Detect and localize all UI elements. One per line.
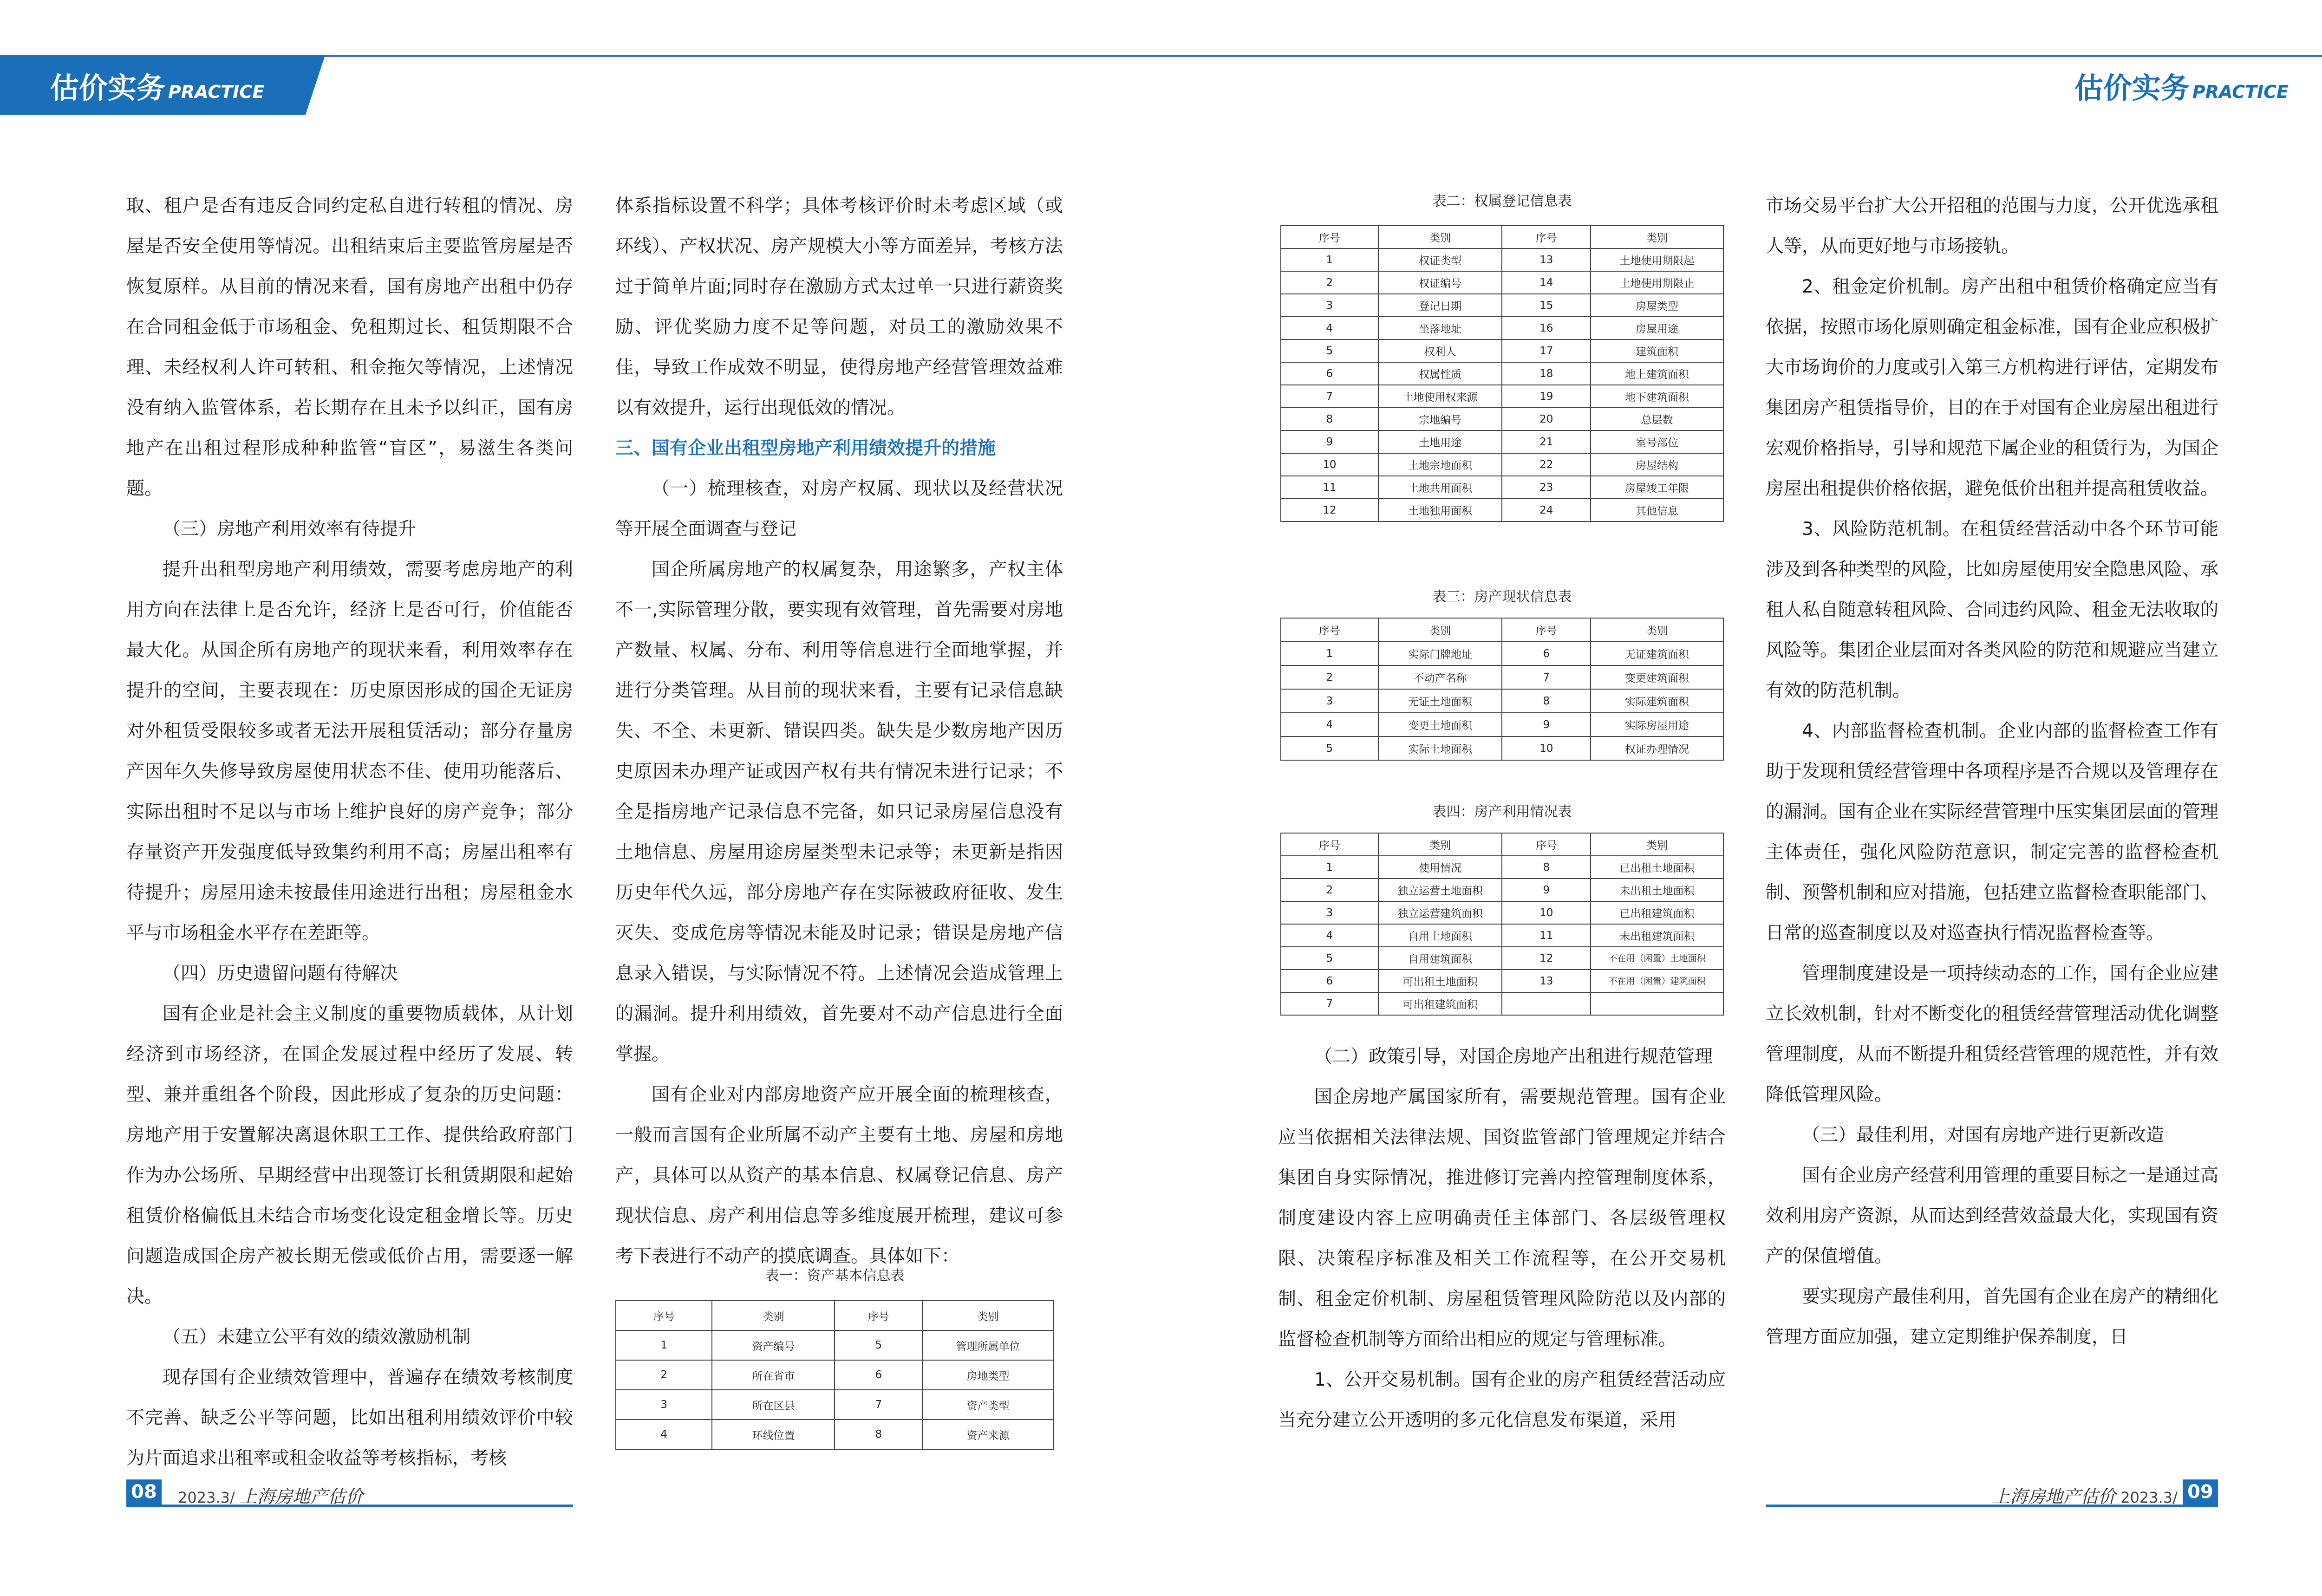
paragraph: 2、租金定价机制。房产出租中租赁价格确定应当有依据，按照市场化原则确定租金标准，国有企业应积极扩大市场询价的力度或引入第三方机构进行评估，定期发布集团房产租赁指导价，目的在于对国有企业房屋出租进行宏观价格指导，引导和规范下属企业的租赁行为，为国企房屋出租提供价格依据，避免低价出租并提高租赁收益。: [1766, 276, 2219, 499]
paragraph: 国企所属房地产的权属复杂，用途繁多，产权主体不一,实际管理分散，要实现有效管理，首先需要对房地产数量、权属、分布、利用等信息进行全面地掌握，并进行分类管理。从目前的现状来看，主要有记录信息缺失、不全、未更新、错误四类。缺失是少数房地产因历史原因未办理产证或因产权有共有情况未进行记录；不全是指房地产记录信息不完备，如只记录房屋信息没有土地信息、房屋用途房屋类型未记录等；未更新是指因历史年代久远，部分房地产存在实际被政府征收、发生灭失、变成危房等情况未能及时记录；错误是房地产信息录入错误，与实际情况不符。上述情况会造成管理上的漏洞。提升利用绩效，首先要对不动产信息进行全面掌握。: [615, 559, 1063, 1065]
table-cell: 15: [1502, 294, 1591, 317]
table-4-caption: 表四：房产利用情况表: [1432, 804, 1572, 820]
table-header-row: [1281, 226, 1723, 248]
table-row: [616, 1330, 1054, 1360]
table-header-cell: 类别: [1591, 618, 1723, 642]
subsection-heading: （三）最佳利用，对国有房地产进行更新改造: [1802, 1125, 2165, 1146]
table-cell: 总层数: [1591, 408, 1723, 430]
table-cell: 14: [1502, 271, 1591, 294]
table-cell: 地下建筑面积: [1591, 385, 1723, 408]
table-cell: 权证办理情况: [1591, 736, 1723, 760]
table-cell: 不动产名称: [1378, 665, 1502, 689]
table-cell: 土地使用期限起: [1591, 248, 1723, 271]
table-cell: 资产编号: [712, 1330, 835, 1360]
table-row: [1281, 339, 1723, 362]
table-2-ownership-info: [1280, 225, 1724, 522]
paragraph: 要实现房产最佳利用，首先国有企业在房产的精细化管理方面应加强，建立定期维护保养制度，日: [1766, 1286, 2219, 1348]
table-cell: 6: [835, 1360, 922, 1390]
table-cell: 13: [1502, 970, 1591, 992]
subsection-heading: （一）梳理核查，对房产权属、现状以及经营状况等开展全面调查与登记: [615, 478, 1063, 540]
table-cell: 16: [1502, 317, 1591, 339]
paragraph: 4、内部监督检查机制。企业内部的监督检查工作有助于发现租赁经营管理中各项程序是否合规以及管理存在的漏洞。国有企业在实际经营管理中压实集团层面的管理主体责任，强化风险防范意识，制定完善的监督检查机制、预警机制和应对措施，包括建立监督检查职能部门、日常的巡查制度以及对巡查执行情况监督检查等。: [1766, 721, 2219, 944]
section-title-right: 估价实务 PRACTICE: [2074, 71, 2289, 105]
table-cell: 地上建筑面积: [1591, 362, 1723, 385]
table-1-caption: 表一：资产基本信息表: [765, 1268, 905, 1284]
header-rule: [0, 55, 2322, 57]
table-cell: 无证建筑面积: [1591, 642, 1723, 665]
table-cell: 7: [1281, 385, 1378, 408]
table-cell: 7: [1502, 665, 1591, 689]
table-cell: 5: [835, 1330, 922, 1360]
paragraph: 国有企业是社会主义制度的重要物质载体，从计划经济到市场经济，在国企发展过程中经历了发展、转型、兼并重组各个阶段，因此形成了复杂的历史问题：房地产用于安置解决离退休职工工作、提供给政府部门作为办公场所、早期经营中出现签订长租赁期限和起始租赁价格偏低且未结合市场变化设定租金增长等。历史问题造成国企房产被长期无偿或低价占用，需要逐一解决。: [126, 1003, 573, 1307]
table-cell: 实际建筑面积: [1591, 689, 1723, 713]
table-cell: 5: [1281, 947, 1378, 970]
table-3-status-info: [1280, 618, 1724, 761]
table-cell: 土地宗地面积: [1378, 453, 1502, 476]
table-cell: 23: [1502, 476, 1591, 499]
table-cell: 7: [1281, 992, 1378, 1015]
table-row: [1281, 430, 1723, 453]
table-header-cell: 类别: [1378, 618, 1502, 642]
table-cell: 4: [1281, 713, 1378, 736]
table-row: [1281, 317, 1723, 339]
table-row: [1281, 294, 1723, 317]
table-cell: [1502, 992, 1591, 1015]
table-row: [1281, 879, 1723, 901]
table-cell: 管理所属单位: [922, 1330, 1054, 1360]
table-cell: 实际房屋用途: [1591, 713, 1723, 736]
paragraph: 现存国有企业绩效管理中，普遍存在绩效考核制度不完善、缺乏公平等问题，比如出租利用绩效评价中较为片面追求出租率或租金收益等考核指标，考核: [126, 1367, 573, 1469]
table-header-cell: 类别: [922, 1301, 1054, 1330]
table-cell: 室号部位: [1591, 430, 1723, 453]
table-cell: 变更建筑面积: [1591, 665, 1723, 689]
table-cell: 2: [616, 1360, 712, 1390]
table-cell: 9: [1502, 713, 1591, 736]
subsection-heading: （三）房地产利用效率有待提升: [163, 519, 417, 540]
table-cell: 所在区县: [712, 1390, 835, 1420]
table-row: [1281, 947, 1723, 970]
table-cell: 12: [1281, 499, 1378, 521]
table-cell: 独立运营土地面积: [1378, 879, 1502, 901]
table-cell: 房屋竣工年限: [1591, 476, 1723, 499]
table-header-cell: 序号: [1281, 226, 1378, 248]
subsection-heading: （二）政策引导，对国企房地产出租进行规范管理: [1314, 1046, 1713, 1067]
table-cell: 土地使用权来源: [1378, 385, 1502, 408]
table-header-cell: 序号: [1502, 226, 1591, 248]
table-cell: 5: [1281, 736, 1378, 760]
section-title-left: 估价实务 PRACTICE: [50, 71, 265, 105]
table-cell: 8: [1502, 689, 1591, 713]
paragraph: 国有企业对内部房地资产应开展全面的梳理核查，一般而言国有企业所属不动产主要有土地、房屋和房地产，具体可以从资产的基本信息、权属登记信息、房产现状信息、房产利用信息等多维度展开梳理，建议可参考下表进行不动产的摸底调查。具体如下：: [615, 1084, 1063, 1267]
table-cell: 已出租建筑面积: [1591, 901, 1723, 924]
table-cell: 10: [1502, 901, 1591, 924]
text-column-1: [126, 186, 573, 1479]
paragraph: 提升出租型房地产利用绩效，需要考虑房地产的利用方向在法律上是否允许，经济上是否可行，价值能否最大化。从国企所有房地产的现状来看，利用效率存在提升的空间，主要表现在：历史原因形成的国企无证房对外租赁受限较多或者无法开展租赁活动；部分存量房产因年久失修导致房屋使用状态不佳、使用功能落后、实际出租时不足以与市场上维护良好的房产竞争；部分存量资产开发强度低导致集约利用不高；房屋出租率有待提升；房屋用途未按最佳用途进行出租；房屋租金水平与市场租金水平存在差距等。: [126, 559, 573, 944]
table-cell: 土地使用期限止: [1591, 271, 1723, 294]
table-row: [1281, 476, 1723, 499]
paragraph: 取、租户是否有违反合同约定私自进行转租的情况、房屋是否安全使用等情况。出租结束后主要监管房屋是否恢复原样。从目前的情况来看，国有房地产出租中仍存在合同租金低于市场租金、免租期过长、租赁期限不合理、未经权利人许可转租、租金拖欠等情况，上述情况没有纳入监管体系，若长期存在且未予以纠正，国有房地产在出租过程形成种种监管“盲区”，易滋生各类问题。: [126, 195, 573, 499]
table-cell: 21: [1502, 430, 1591, 453]
table-row: [1281, 385, 1723, 408]
table-row: [1281, 248, 1723, 271]
table-cell: 房屋结构: [1591, 453, 1723, 476]
table-header-cell: 序号: [616, 1301, 712, 1330]
text-column-2: [615, 186, 1063, 1277]
table-cell: 已出租土地面积: [1591, 856, 1723, 879]
table-cell: 1: [616, 1330, 712, 1360]
table-row: [1281, 499, 1723, 521]
table-cell: 10: [1281, 453, 1378, 476]
table-cell: [1591, 992, 1723, 1015]
table-header-cell: 类别: [1591, 226, 1723, 248]
table-cell: 土地用途: [1378, 430, 1502, 453]
table-cell: 6: [1502, 642, 1591, 665]
table-cell: 9: [1281, 430, 1378, 453]
table-cell: 4: [616, 1420, 712, 1449]
table-cell: 未出租土地面积: [1591, 879, 1723, 901]
table-cell: 6: [1281, 970, 1378, 992]
table-row: [616, 1390, 1054, 1420]
table-cell: 土地共用面积: [1378, 476, 1502, 499]
table-cell: 不在用（闲置）建筑面积: [1591, 970, 1723, 992]
table-cell: 12: [1502, 947, 1591, 970]
paragraph: 国有企业房产经营利用管理的重要目标之一是通过高效利用房产资源，从而达到经营效益最大化，实现国有资产的保值增值。: [1766, 1165, 2219, 1267]
table-cell: 3: [616, 1390, 712, 1420]
table-cell: 11: [1281, 476, 1378, 499]
table-cell: 4: [1281, 317, 1378, 339]
table-cell: 1: [1281, 856, 1378, 879]
table-cell: 2: [1281, 271, 1378, 294]
table-cell: 权证编号: [1378, 271, 1502, 294]
table-header-cell: 类别: [1378, 226, 1502, 248]
table-cell: 未出租建筑面积: [1591, 924, 1723, 947]
table-cell: 自用建筑面积: [1378, 947, 1502, 970]
table-cell: 13: [1502, 248, 1591, 271]
table-cell: 所在省市: [712, 1360, 835, 1390]
table-cell: 宗地编号: [1378, 408, 1502, 430]
table-cell: 独立运营建筑面积: [1378, 901, 1502, 924]
table-cell: 19: [1502, 385, 1591, 408]
table-cell: 不在用（闲置）土地面积: [1591, 947, 1723, 970]
paragraph: 管理制度建设是一项持续动态的工作，国有企业应建立长效机制，针对不断变化的租赁经营管理活动优化调整管理制度，从而不断提升租赁经营管理的规范性，并有效降低管理风险。: [1766, 963, 2219, 1105]
table-cell: 6: [1281, 362, 1378, 385]
table-header-cell: 类别: [1591, 833, 1723, 856]
table-cell: 1: [1281, 642, 1378, 665]
table-cell: 2: [1281, 879, 1378, 901]
paragraph: 1、公开交易机制。国有企业的房产租赁经营活动应当充分建立公开透明的多元化信息发布渠道，采用: [1278, 1369, 1726, 1431]
subsection-heading: （四）历史遗留问题有待解决: [163, 963, 398, 984]
paragraph: 市场交易平台扩大公开招租的范围与力度，公开优选承租人等，从而更好地与市场接轨。: [1766, 195, 2219, 257]
table-cell: 坐落地址: [1378, 317, 1502, 339]
table-cell: 权利人: [1378, 339, 1502, 362]
table-cell: 登记日期: [1378, 294, 1502, 317]
table-cell: 18: [1502, 362, 1591, 385]
footer-issue-left: 2023.3/ 上海房地产估价: [178, 1486, 363, 1507]
table-cell: 实际土地面积: [1378, 736, 1502, 760]
text-column-3: [1278, 1036, 1726, 1440]
table-cell: 20: [1502, 408, 1591, 430]
table-row: [1281, 453, 1723, 476]
table-cell: 22: [1502, 453, 1591, 476]
table-cell: 无证土地面积: [1378, 689, 1502, 713]
table-cell: 土地独用面积: [1378, 499, 1502, 521]
table-cell: 权属性质: [1378, 362, 1502, 385]
table-header-cell: 序号: [1502, 833, 1591, 856]
table-header-row: [1281, 833, 1723, 856]
table-cell: 9: [1502, 879, 1591, 901]
page-number-left: 08: [126, 1479, 162, 1505]
section-heading: 三、国有企业出租型房地产利用绩效提升的措施: [615, 438, 996, 459]
table-cell: 7: [835, 1390, 922, 1420]
table-row: [1281, 408, 1723, 430]
table-row: [1281, 689, 1723, 713]
table-row: [616, 1360, 1054, 1390]
table-header-row: [616, 1301, 1054, 1330]
table-row: [1281, 271, 1723, 294]
table-cell: 4: [1281, 924, 1378, 947]
table-cell: 1: [1281, 248, 1378, 271]
table-cell: 其他信息: [1591, 499, 1723, 521]
table-row: [1281, 713, 1723, 736]
table-2-caption: 表二：权属登记信息表: [1432, 193, 1572, 209]
table-row: [1281, 665, 1723, 689]
table-row: [616, 1420, 1054, 1449]
table-row: [1281, 362, 1723, 385]
table-cell: 使用情况: [1378, 856, 1502, 879]
table-cell: 3: [1281, 689, 1378, 713]
table-header-cell: 类别: [712, 1301, 835, 1330]
table-cell: 可出租土地面积: [1378, 970, 1502, 992]
paragraph: 3、风险防范机制。在租赁经营活动中各个环节可能涉及到各种类型的风险，比如房屋使用安全隐患风险、承租人私自随意转租风险、合同违约风险、租金无法收取的风险等。集团企业层面对各类风险的防范和规避应当建立有效的防范机制。: [1766, 519, 2219, 701]
table-cell: 环线位置: [712, 1420, 835, 1449]
table-header-cell: 类别: [1378, 833, 1502, 856]
table-row: [1281, 901, 1723, 924]
table-row: [1281, 970, 1723, 992]
table-cell: 变更土地面积: [1378, 713, 1502, 736]
table-cell: 5: [1281, 339, 1378, 362]
table-4-usage-info: [1280, 833, 1724, 1016]
table-cell: 8: [1281, 408, 1378, 430]
table-cell: 3: [1281, 294, 1378, 317]
table-cell: 17: [1502, 339, 1591, 362]
table-row: [1281, 736, 1723, 760]
table-cell: 10: [1502, 736, 1591, 760]
table-row: [1281, 642, 1723, 665]
table-row: [1281, 924, 1723, 947]
subsection-heading: （五）未建立公平有效的绩效激励机制: [163, 1327, 471, 1348]
table-cell: 3: [1281, 901, 1378, 924]
table-cell: 实际门牌地址: [1378, 642, 1502, 665]
table-1-asset-info: [615, 1300, 1054, 1450]
table-cell: 自用土地面积: [1378, 924, 1502, 947]
table-cell: 可出租建筑面积: [1378, 992, 1502, 1015]
table-3-caption: 表三：房产现状信息表: [1432, 589, 1572, 605]
text-column-4: [1766, 186, 2218, 1357]
footer-issue-right: 上海房地产估价 2023.3/: [1992, 1486, 2178, 1507]
page-number-right: 09: [2183, 1479, 2218, 1505]
table-cell: 2: [1281, 665, 1378, 689]
table-cell: 建筑面积: [1591, 339, 1723, 362]
paragraph: 国企房地产属国家所有，需要规范管理。国有企业应当依据相关法律法规、国资监管部门管理规定并结合集团自身实际情况，推进修订完善内控管理制度体系，制度建设内容上应明确责任主体部门、各层级管理权限、决策程序标准及相关工作流程等，在公开交易机制、租金定价机制、房屋租赁管理风险防范以及内部的监督检查机制等方面给出相应的规定与管理标准。: [1278, 1087, 1726, 1350]
table-header-cell: 序号: [835, 1301, 922, 1330]
table-header-cell: 序号: [1281, 833, 1378, 856]
table-cell: 房地类型: [922, 1360, 1054, 1390]
table-cell: 房屋类型: [1591, 294, 1723, 317]
table-cell: 资产类型: [922, 1390, 1054, 1420]
table-header-cell: 序号: [1502, 618, 1591, 642]
table-cell: 房屋用途: [1591, 317, 1723, 339]
paragraph: 体系指标设置不科学；具体考核评价时未考虑区域（或环线）、产权状况、房产规模大小等方面差异，考核方法过于简单片面;同时存在激励方式太过单一只进行薪资奖励、评优奖励力度不足等问题，对员工的激励效果不佳，导致工作成效不明显，使得房地产经营管理效益难以有效提升，运行出现低效的情况。: [615, 195, 1063, 418]
table-header-cell: 序号: [1281, 618, 1378, 642]
table-header-row: [1281, 618, 1723, 642]
table-cell: 8: [835, 1420, 922, 1449]
table-cell: 24: [1502, 499, 1591, 521]
table-row: [1281, 992, 1723, 1015]
table-cell: 权证类型: [1378, 248, 1502, 271]
table-cell: 8: [1502, 856, 1591, 879]
table-row: [1281, 856, 1723, 879]
table-cell: 资产来源: [922, 1420, 1054, 1449]
table-cell: 11: [1502, 924, 1591, 947]
